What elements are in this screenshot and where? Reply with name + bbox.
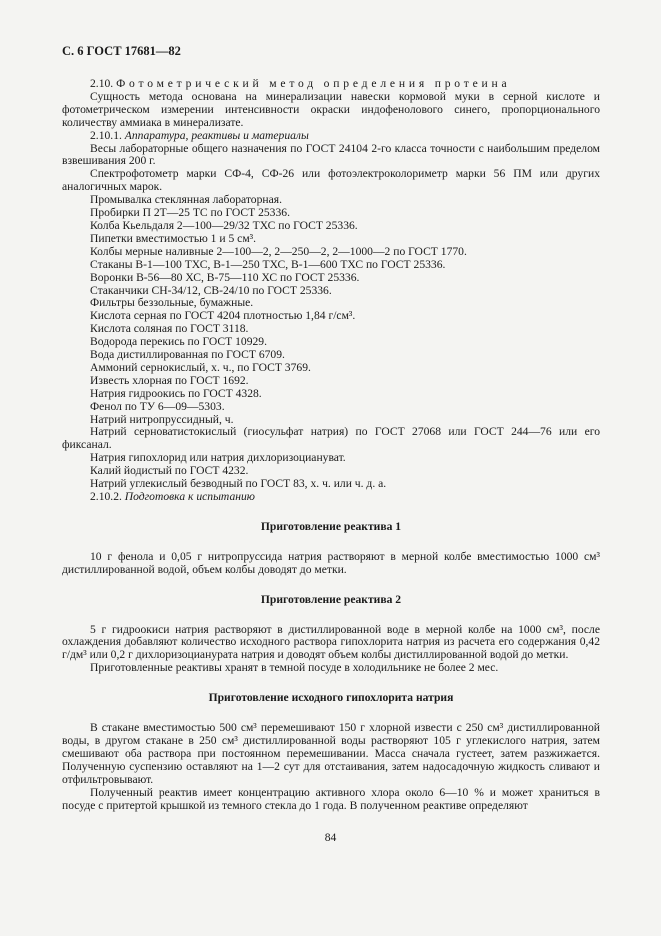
list-item: Колба Кьельдаля 2—100—29/32 ТХС по ГОСТ 25336. [90,218,358,232]
page-body [62,78,600,812]
paragraph-storage: Приготовленные реактивы хранят в темной посуде в холодильнике не более 2 мес. [90,661,499,675]
paragraph-hypochlorite-2: Полученный реактив имеет концентрацию активного хлора около 6—10 % и может храниться в посуде с притертой крышкой из темного стекла до 1 года. В полученном реактиве определяют [62,785,600,812]
materials-list-c [62,452,600,491]
list-item: Пипетки вместимостью 1 и 5 см³. [90,231,257,245]
list-item: Колбы мерные наливные 2—100—2, 2—250—2, 2—1000—2 по ГОСТ 1770. [90,244,467,258]
paragraph-hypochlorite-1: В стакане вместимостью 500 см³ перемешивают 150 г хлорной извести с 250 см³ дистиллированной воды, в другом стакане в 250 см³ дистиллированной воды растворяют 105 г углекислого натрия, затем смешивают оба раствора при постоянном перемешивании. Масса сначала густеет, затем разжижается. Полученную суспензию оставляют на 1—2 сут для отстаивания, затем надосадочную жидкость сливают и отфильтровывают. [62,721,600,786]
list-item: Стаканы В-1—100 ТХС, В-1—250 ТХС, В-1—600 ТХС по ГОСТ 25336. [90,257,446,271]
section-2-10-heading [62,78,600,91]
list-item: Натрия гидроокись по ГОСТ 4328. [90,386,262,400]
paragraph-spectrophotometer: Спектрофотометр марки СФ-4, СФ-26 или фотоэлектроколориметр марки 56 ПМ или других аналогичных марок. [62,167,600,194]
section-number: 2.10.1. [90,128,125,142]
page-number: 84 [324,831,337,844]
list-item: Натрий нитропруссидный, ч. [90,412,234,426]
materials-list-b [62,246,600,427]
section-title: Аппаратура, реактивы и материалы [124,128,309,142]
section-number: 2.10.2. [90,490,125,503]
list-item: Пробирки П 2Т—25 ТС по ГОСТ 25336. [90,206,290,220]
list-item: Калий йодистый по ГОСТ 4232. [90,464,249,478]
section-number: 2.10. [90,77,117,90]
list-item: Вода дистиллированная по ГОСТ 6709. [90,348,285,362]
paragraph-scales: Весы лабораторные общего назначения по ГОСТ 24104 2-го класса точности с наибольшим пределом взвешивания 200 г. [62,141,600,168]
subheading-hypochlorite: Приготовление исходного гипохлорита натрия [208,691,454,705]
subheading-reagent-2: Приготовление реактива 2 [260,592,402,606]
list-item: Натрия гипохлорид или натрия дихлоризоциануват. [90,451,346,465]
list-item: Аммоний сернокислый, х. ч., по ГОСТ 3769. [90,360,311,374]
section-title: Фотометрический метод определения протеина [116,77,511,90]
paragraph-reagent-2: 5 г гидроокиси натрия растворяют в дистиллированной воде в мерной колбе на 1000 см³, после охлаждения добавляют количество исходного раствора гипохлорита натрия из расчета его содержания 0,42 г/дм³ или 0,2 г дихлоризоцианурата натрия и доводят объем колбы дистиллированной водой до метки. [62,622,600,662]
paragraph-thiosulfate: Натрий серноватистокислый (гиосульфат натрия) по ГОСТ 27068 или ГОСТ 244—76 или его фиксанал. [62,425,600,452]
list-item: Кислота серная по ГОСТ 4204 плотностью 1,84 г/см³. [90,309,356,323]
list-item: Стаканчики СН-34/12, СВ-24/10 по ГОСТ 25336. [90,283,332,297]
page-header: С. 6 ГОСТ 17681—82 [62,44,181,58]
subheading-reagent-1: Приготовление реактива 1 [260,519,402,533]
list-item: Фенол по ТУ 6—09—5303. [90,399,225,413]
paragraph-essence: Сущность метода основана на минерализации навески кормовой муки в серной кислоте и фотометрическом измерении интенсивности окраски индофенолового синего, пропорционального количеству аммиака в минерализате. [62,89,600,129]
list-item: Кислота соляная по ГОСТ 3118. [90,322,249,336]
list-item: Воронки В-56—80 ХС, В-75—110 ХС по ГОСТ 25336. [90,270,360,284]
section-2-10-2-heading [62,491,600,504]
section-2-10-1-heading [62,130,600,143]
list-item: Натрий углекислый безводный по ГОСТ 83, х. ч. или ч. д. а. [90,477,387,491]
list-item: Водорода перекись по ГОСТ 10929. [90,335,267,349]
list-item: Промывалка стеклянная лабораторная. [90,193,282,207]
materials-list-a [62,194,600,246]
paragraph-reagent-1: 10 г фенола и 0,05 г нитропруссида натрия растворяют в мерной колбе вместимостью 1000 см³ дистиллированной водой, объем колбы доводят до метки. [62,549,600,576]
list-item: Известь хлорная по ГОСТ 1692. [90,373,249,387]
section-title: Подготовка к испытанию [124,490,255,503]
list-item: Фильтры беззольные, бумажные. [90,296,254,310]
